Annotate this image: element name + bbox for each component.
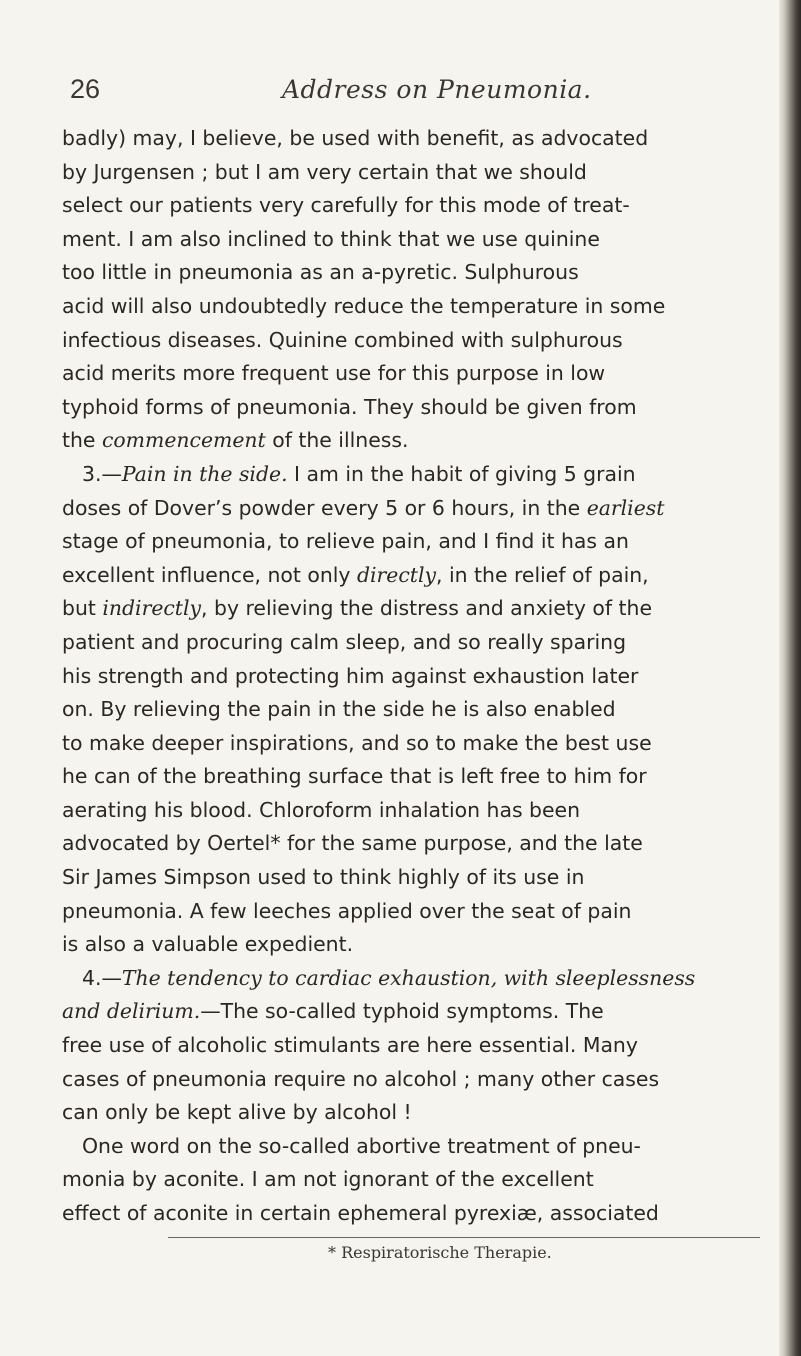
italic-emphasis: earliest [586, 495, 665, 520]
text-line: is also a valuable expedient. [62, 932, 354, 957]
section-3-heading-line: 3.—Pain in the side. I am in the habit of giving 5 grain [82, 461, 636, 486]
text-line: on. By relieving the pain in the side he is also enabled [62, 697, 616, 722]
text-line: free use of alcoholic stimulants are here essential. Many [62, 1033, 638, 1058]
section-4-heading-line: 4.—The tendency to cardiac exhaustion, with sleeplessness [82, 965, 696, 990]
text-line: acid will also undoubtedly reduce the temperature in some [62, 293, 666, 318]
text-line: infectious diseases. Quinine combined with sulphurous [62, 327, 623, 352]
text-line: typhoid forms of pneumonia. They should be given from [62, 394, 637, 419]
footnote: * Respiratorische Therapie. [328, 1243, 552, 1262]
text-line: badly) may, I believe, be used with benefit, as advocated [62, 126, 649, 150]
section-4-title-continuation: and delirium. [62, 999, 201, 1024]
italic-emphasis: directly [356, 562, 437, 587]
italic-emphasis: indirectly [102, 596, 202, 621]
text-line: the commencement of the illness. [62, 428, 409, 453]
text-line: stage of pneumonia, to relieve pain, and I find it has an [62, 529, 629, 554]
section-3-title: Pain in the side. [121, 461, 288, 486]
text-line: aerating his blood. Chloroform inhalation has been [62, 797, 581, 822]
text-line: acid merits more frequent use for this purpose in low [62, 361, 606, 386]
text-line: his strength and protecting him against exhaustion later [62, 663, 639, 688]
text-line: by Jurgensen ; but I am very certain that we should [62, 159, 587, 184]
body-text [62, 122, 757, 1231]
text-line: select our patients very carefully for this mode of treat- [62, 193, 630, 218]
paragraph-start-line: One word on the so-called abortive treatment of pneu- [82, 1133, 641, 1158]
text-line: cases of pneumonia require no alcohol ; many other cases [62, 1066, 660, 1091]
page-number: 26 [70, 74, 101, 104]
section-4-title: The tendency to cardiac exhaustion, with sleeplessness [121, 965, 696, 990]
text-line: advocated by Oertel* for the same purpose, and the late [62, 831, 643, 856]
section-4-heading-continuation: and delirium.—The so-called typhoid symptoms. The [62, 999, 604, 1024]
text-line: ment. I am also inclined to think that we use quinine [62, 226, 600, 251]
text-line: monia by aconite. I am not ignorant of the excellent [62, 1167, 594, 1192]
running-head-title: Address on Pneumonia. [282, 75, 592, 104]
text-line: he can of the breathing surface that is left free to him for [62, 764, 647, 789]
text-line: patient and procuring calm sleep, and so really sparing [62, 629, 627, 654]
text-line: to make deeper inspirations, and so to make the best use [62, 730, 652, 755]
italic-emphasis: commencement [101, 428, 266, 453]
footnote-rule [168, 1237, 760, 1238]
text-line: pneumonia. A few leeches applied over the seat of pain [62, 898, 632, 923]
text-line: Sir James Simpson used to think highly of its use in [62, 865, 585, 890]
text-line: doses of Dover’s powder every 5 or 6 hours, in the earliest [62, 495, 665, 520]
running-head [70, 74, 750, 114]
text-line: effect of aconite in certain ephemeral pyrexiæ, associated [62, 1201, 659, 1225]
text-line: excellent influence, not only directly, in the relief of pain, [62, 562, 649, 587]
binding-edge [779, 0, 801, 1356]
text-line: but indirectly, by relieving the distress and anxiety of the [62, 596, 653, 621]
text-line: too little in pneumonia as an a-pyretic. Sulphurous [62, 260, 579, 285]
text-line: can only be kept alive by alcohol ! [62, 1100, 412, 1125]
